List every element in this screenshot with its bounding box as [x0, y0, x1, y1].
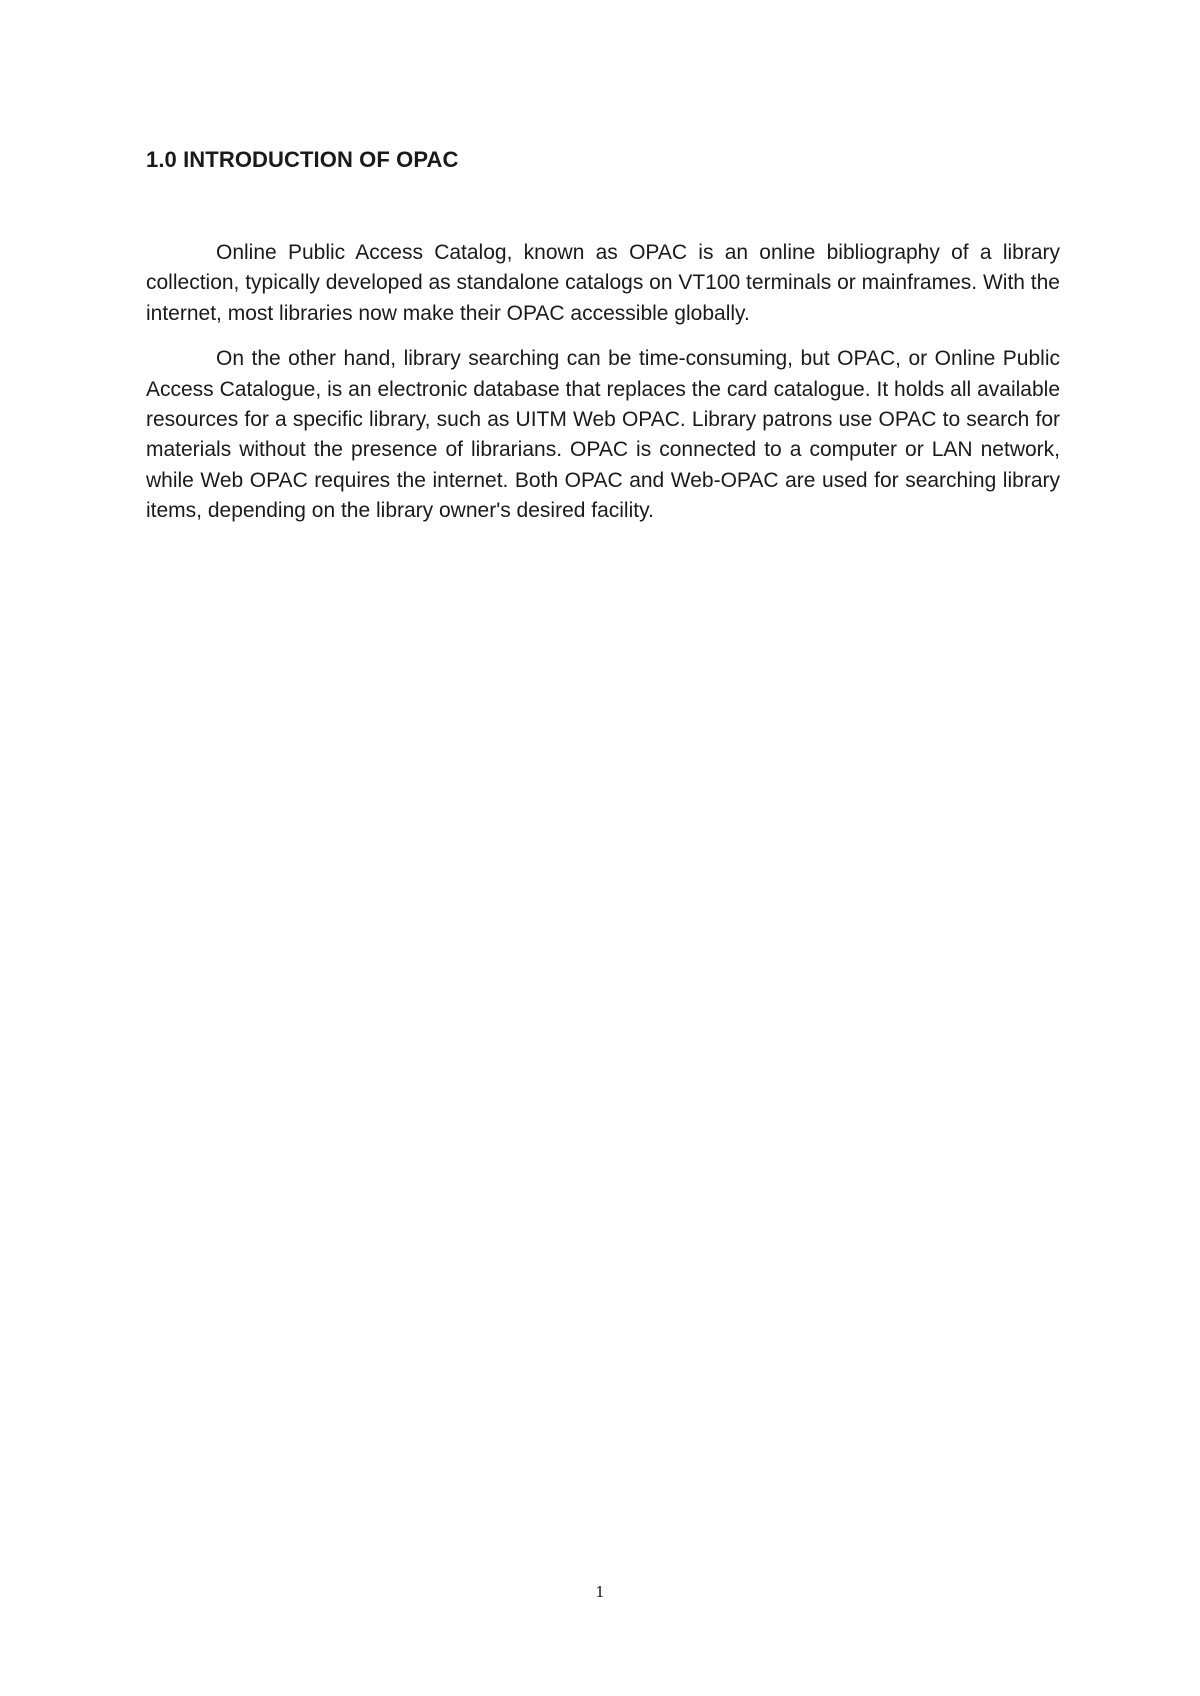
- paragraph-opac-definition: Online Public Access Catalog, known as OPAC is an online bibliography of a library collection, typically developed as standalone catalogs on VT100 terminals or mainframes. With the internet, most libraries now make their OPAC accessible globally.: [146, 241, 1060, 325]
- page-number: 1: [595, 1583, 605, 1601]
- paragraph-opac-usage: On the other hand, library searching can be time-consuming, but OPAC, or Online Public Access Catalogue, is an electronic database that replaces the card catalogue. It holds all available resources for a specific library, such as UITM Web OPAC. Library patrons use OPAC to search for materials without the presence of librarians. OPAC is connected to a computer or LAN network, while Web OPAC requires the internet. Both OPAC and Web-OPAC are used for searching library items, depending on the library owner's desired facility.: [146, 347, 1060, 523]
- section-heading: 1.0 INTRODUCTION OF OPAC: [146, 147, 459, 172]
- body-text: [146, 238, 1060, 542]
